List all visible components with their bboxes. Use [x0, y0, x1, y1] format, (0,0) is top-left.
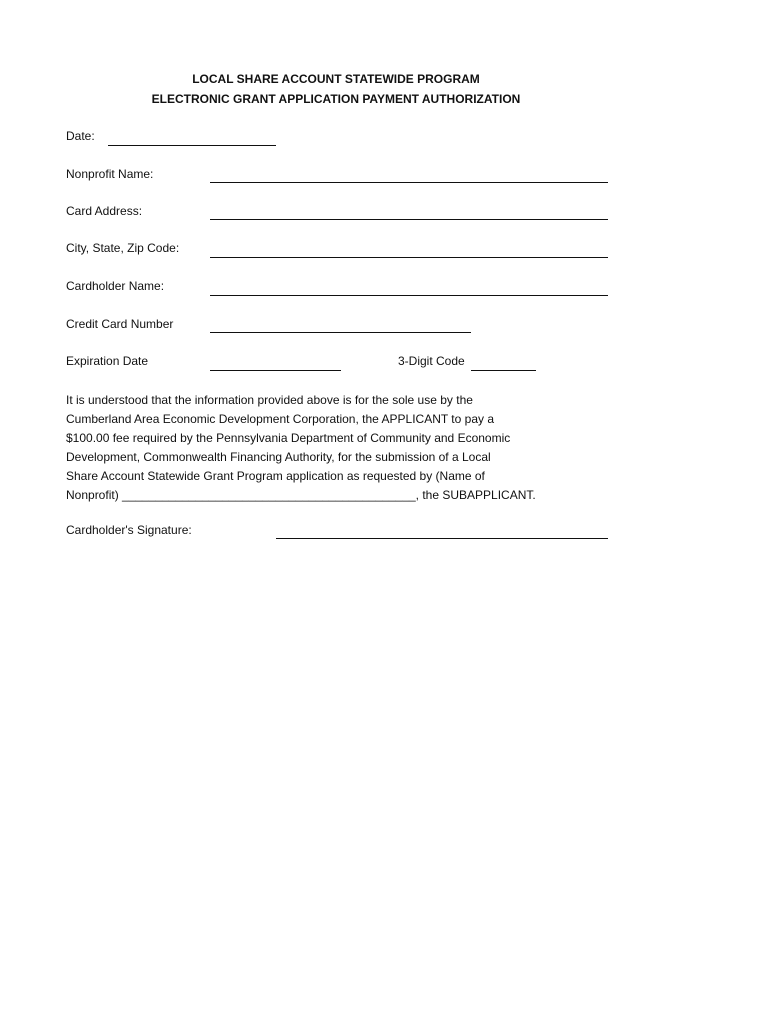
expiration-date-label: Expiration Date	[66, 354, 149, 368]
expiration-date-field-line[interactable]	[210, 370, 341, 371]
statement-line: Development, Commonwealth Financing Authority, for the submission of a Local	[66, 450, 491, 464]
cardholder-name-field-line[interactable]	[210, 295, 608, 296]
credit-card-number-label: Credit Card Number	[66, 317, 174, 331]
credit-card-number-field-line[interactable]	[210, 332, 471, 333]
card-address-label: Card Address:	[66, 204, 143, 218]
nonprofit-name-label: Nonprofit Name:	[66, 167, 154, 181]
document-title-line1: LOCAL SHARE ACCOUNT STATEWIDE PROGRAM	[192, 72, 480, 86]
three-digit-code-field-line[interactable]	[471, 370, 536, 371]
cardholder-name-label: Cardholder Name:	[66, 279, 165, 293]
statement-line: $100.00 fee required by the Pennsylvania Department of Community and Economic	[66, 431, 511, 445]
nonprofit-name-field-line[interactable]	[210, 182, 608, 183]
card-address-field-line[interactable]	[210, 219, 608, 220]
cardholder-signature-label: Cardholder's Signature:	[66, 523, 192, 537]
statement-line: Cumberland Area Economic Development Corporation, the APPLICANT to pay a	[66, 412, 495, 426]
city-state-zip-label: City, State, Zip Code:	[66, 241, 180, 255]
statement-line: Nonprofit) ____________________________________________, the SUBAPPLICANT.	[66, 488, 536, 502]
city-state-zip-field-line[interactable]	[210, 257, 608, 258]
date-label: Date:	[66, 129, 95, 143]
cardholder-signature-field-line[interactable]	[276, 538, 608, 539]
date-field-line[interactable]	[108, 145, 276, 146]
authorization-statement	[66, 391, 606, 505]
statement-line: It is understood that the information provided above is for the sole use by the	[66, 393, 473, 407]
statement-line: Share Account Statewide Grant Program application as requested by (Name of	[66, 469, 485, 483]
three-digit-code-label: 3-Digit Code	[398, 354, 465, 368]
document-title-line2: ELECTRONIC GRANT APPLICATION PAYMENT AUTHORIZATION	[151, 92, 521, 106]
